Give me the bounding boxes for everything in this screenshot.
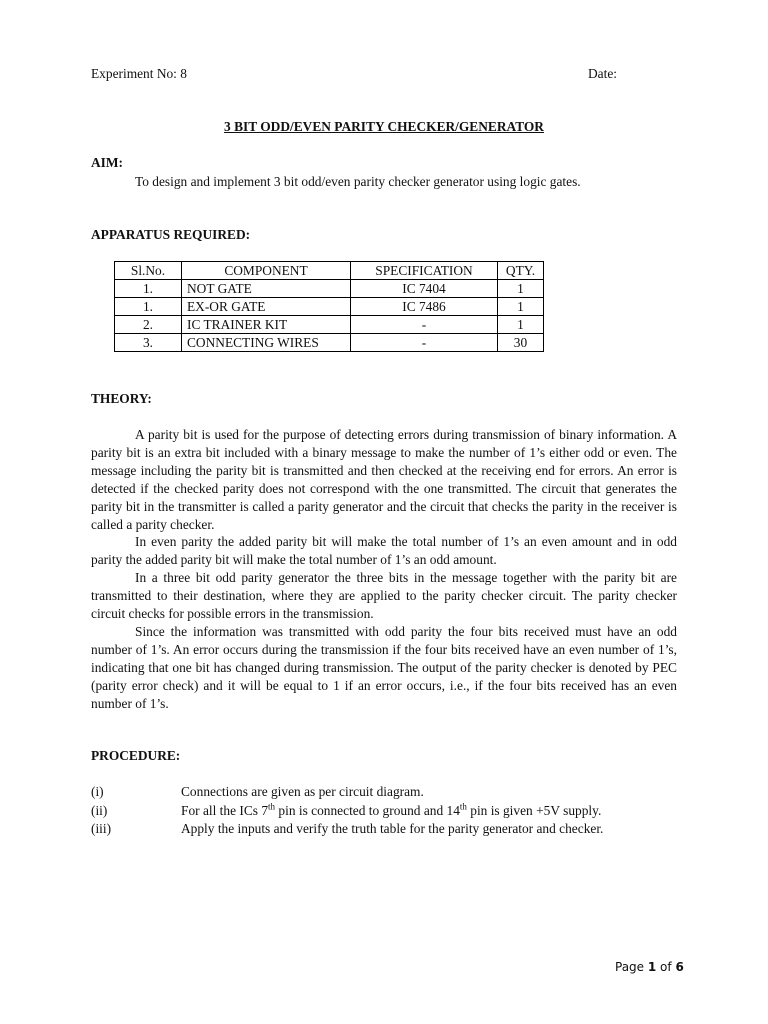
table-row	[115, 298, 544, 316]
page-footer	[615, 960, 684, 974]
theory-paragraph: Since the information was transmitted with odd parity the four bits received must have an odd number of 1’s. An error occurs during the transmission if the four bits received have an even number of 1’s, indicating that one bit has changed during transmission. The output of the parity checker is denoted by PEC (parity error check) and it will be equal to 1 if an error occurs, i.e., if the four bits received has an even number of 1’s.	[91, 623, 677, 711]
of-word: of	[656, 960, 676, 974]
table-cell: 1.	[115, 298, 182, 316]
table-cell: 2.	[115, 316, 182, 334]
list-item	[91, 783, 691, 802]
table-cell: IC 7404	[351, 280, 498, 298]
date-label: Date:	[588, 66, 617, 81]
text-fragment: pin is given +5V supply.	[466, 802, 602, 818]
table-cell: NOT GATE	[182, 280, 351, 298]
table-cell: 1	[498, 316, 544, 334]
page-word: Page	[615, 960, 648, 974]
experiment-number: Experiment No: 8	[91, 66, 187, 81]
theory-paragraph: In even parity the added parity bit will make the total number of 1’s an even amount and in odd parity the added parity bit will make the total number of 1’s an odd amount.	[91, 534, 677, 568]
column-header: Sl.No.	[115, 262, 182, 280]
table-cell: -	[351, 334, 498, 352]
list-item	[91, 802, 691, 821]
table-cell: 30	[498, 334, 544, 352]
table-row	[115, 316, 544, 334]
table-row	[115, 280, 544, 298]
table-cell: 3.	[115, 334, 182, 352]
table-cell: 1.	[115, 280, 182, 298]
list-number: (iii)	[91, 821, 112, 836]
table-row	[115, 334, 544, 352]
table-cell: 1	[498, 298, 544, 316]
table-cell: EX-OR GATE	[182, 298, 351, 316]
table-cell: IC 7486	[351, 298, 498, 316]
list-number: (ii)	[91, 802, 108, 818]
aim-text: To design and implement 3 bit odd/even parity checker generator using logic gates.	[135, 174, 581, 189]
table-cell: -	[351, 316, 498, 334]
table-cell: IC TRAINER KIT	[182, 316, 351, 334]
document-title: 3 BIT ODD/EVEN PARITY CHECKER/GENERATOR	[224, 119, 544, 134]
theory-paragraph: A parity bit is used for the purpose of detecting errors during transmission of binary information. A parity bit is an extra bit included with a binary message to make the number of 1’s either odd or even. The message including the parity bit is transmitted and then checked at the receiving end for errors. An error is detected if the checked parity does not correspond with the one transmitted. The circuit that generates the parity bit in the transmitter is called a parity generator and the circuit that checks the parity in the receiver is called a parity checker.	[91, 427, 677, 532]
column-header: SPECIFICATION	[351, 262, 498, 280]
list-number: (i)	[91, 784, 104, 799]
page-number: 1	[647, 960, 657, 974]
aim-heading: AIM:	[91, 155, 123, 170]
list-item	[91, 820, 691, 839]
apparatus-table	[114, 261, 544, 352]
theory-paragraph: In a three bit odd parity generator the three bits in the message together with the parity bit are transmitted to their destination, where they are applied to the parity checker circuit. The parity checker circuit checks for possible errors in the transmission.	[91, 570, 677, 622]
list-text: Apply the inputs and verify the truth table for the parity generator and checker.	[181, 821, 604, 836]
apparatus-heading: APPARATUS REQUIRED:	[91, 227, 251, 242]
theory-body	[91, 426, 677, 713]
page-total: 6	[675, 960, 684, 974]
table-cell: 1	[498, 280, 544, 298]
superscript: th	[459, 801, 467, 812]
text-fragment: pin is connected to ground and 14	[275, 802, 460, 818]
table-header-row	[115, 262, 544, 280]
table-cell: CONNECTING WIRES	[182, 334, 351, 352]
list-text	[181, 802, 601, 821]
procedure-list	[91, 783, 691, 839]
list-text: Connections are given as per circuit diagram.	[181, 784, 424, 799]
superscript: th	[268, 801, 276, 812]
procedure-heading: PROCEDURE:	[91, 748, 181, 763]
theory-heading: THEORY:	[91, 391, 152, 406]
column-header: QTY.	[498, 262, 544, 280]
text-fragment: For all the ICs 7	[181, 802, 269, 818]
column-header: COMPONENT	[182, 262, 351, 280]
